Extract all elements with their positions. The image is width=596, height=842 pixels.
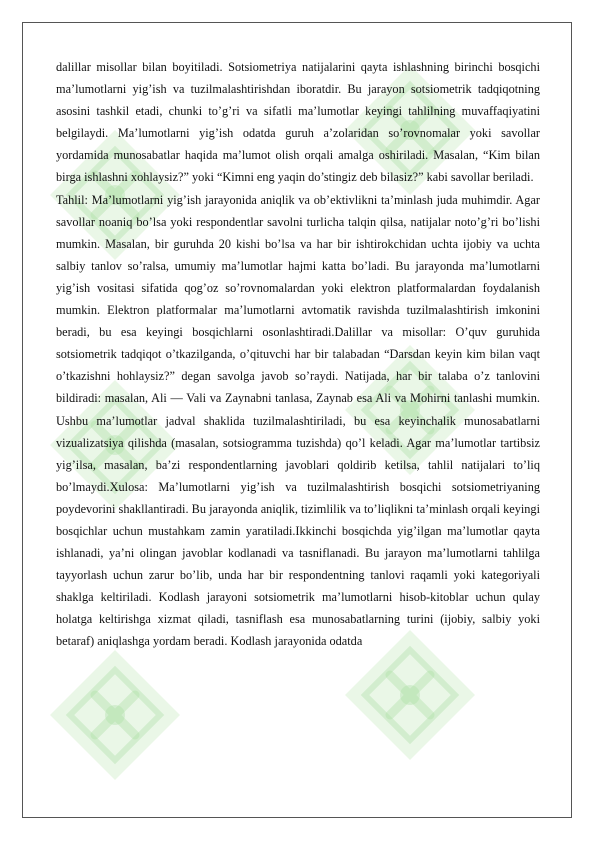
paragraph: Tahlil: Ma’lumotlarni yig’ish jarayonida aniqlik va ob’ektivlikni ta’minlash juda muhimdir. Agar savollar noaniq bo’lsa yoki respondentlar savolni turlicha talqin qilsa, natijalar noto’g’ri bo’lishi mumkin. Masalan, bir guruhda 20 kishi bo’lsa va har bir ishtirokchidan uchta ijobiy va uchta salbiy tanlov so’ralsa, umumiy ma’lumotlar hajmi katta bo’ladi. Bu jarayonda ma’lumotlarni yig’ish vositasi sifatida qog’oz so’rovnomalardan yoki elektron platformalardan foydalanish mumkin. Elektron platformalar ma’lumotlarni avtomatik ravishda tuzilmalashtirish imkonini beradi, bu esa keyingi bosqichlarni osonlashtiradi.Dalillar va misollar: O’quv guruhida sotsiometrik tadqiqot o’tkazilganda, o’qituvchi har bir talabadan “Darsdan keyin kim bilan vaqt o’tkazishni hohlaysiz?” degan savolga javob so’raydi. Natijada, har bir talaba o’z tanlovini bildiradi: masalan, Ali — Vali va Zaynabni tanlasa, Zaynab esa Ali va Mohirni tanlashi mumkin. Ushbu ma’lumotlar jadval shaklida tuzilmalashtiriladi, bu esa keyinchalik munosabatlarni vizualizatsiya qilishda (masalan, sotsiogramma tuzishda) qo’l keladi. Agar ma’lumotlar tartibsiz yig’ilsa, masalan, ba’zi respondentlarning javoblari qoldirib ketilsa, tahlil natijalari to’liq bo’lmaydi.Xulosa: Ma’lumotlarni yig’ish va tuzilmalashtirish bosqichi sotsiometriyaning poydevorini shakllantiradi. Bu jarayonda aniqlik, tizimlilik va to’liqlikni ta’minlash orqali keyingi bosqichlar uchun mustahkam zamin yaratiladi.Ikkinchi bosqichda yig’ilgan ma’lumotlar qayta ishlanadi, ya’ni olingan javoblar kodlanadi va tasniflanadi. Bu jarayon ma’lumotlarni tahlilga tayyorlash uchun zarur bo’lib, unda har bir respondentning tanlovi raqamli yoki kategoriyali shaklga keltiriladi. Kodlash jarayoni sotsiometrik ma’lumotlarni hisob-kitoblar uchun qulay holatga keltirishga xizmat qiladi, tasniflash esa munosabatlarning turini (ijobiy, salbiy yoki betaraf) aniqlashga yordam beradi. Kodlash jarayonida odatda <box>56 192 540 649</box>
paragraph: dalillar misollar bilan boyitiladi. Sotsiometriya natijalarini qayta ishlashning birinchi bosqichi ma’lumotlarni yig’ish va tuzilmalashtirishdan iboratdir. Bu jarayon sotsiometrik tadqiqotning asosini tashkil etadi, chunki to’g’ri va sifatli ma’lumotlar keyingi tahlilning muvaffaqiyatini belgilaydi. Ma’lumotlarni yig’ish odatda guruh a’zolaridan so’rovnomalar yoki savollar yordamida munosabatlar haqida ma’lumot olish orqali amalga oshiriladi. Masalan, “Kim bilan birga ishlashni xohlaysiz?” yoki “Kimni eng yaqin do’stingiz deb bilasiz?” kabi savollar beriladi. <box>56 60 540 185</box>
document-text <box>56 56 540 653</box>
